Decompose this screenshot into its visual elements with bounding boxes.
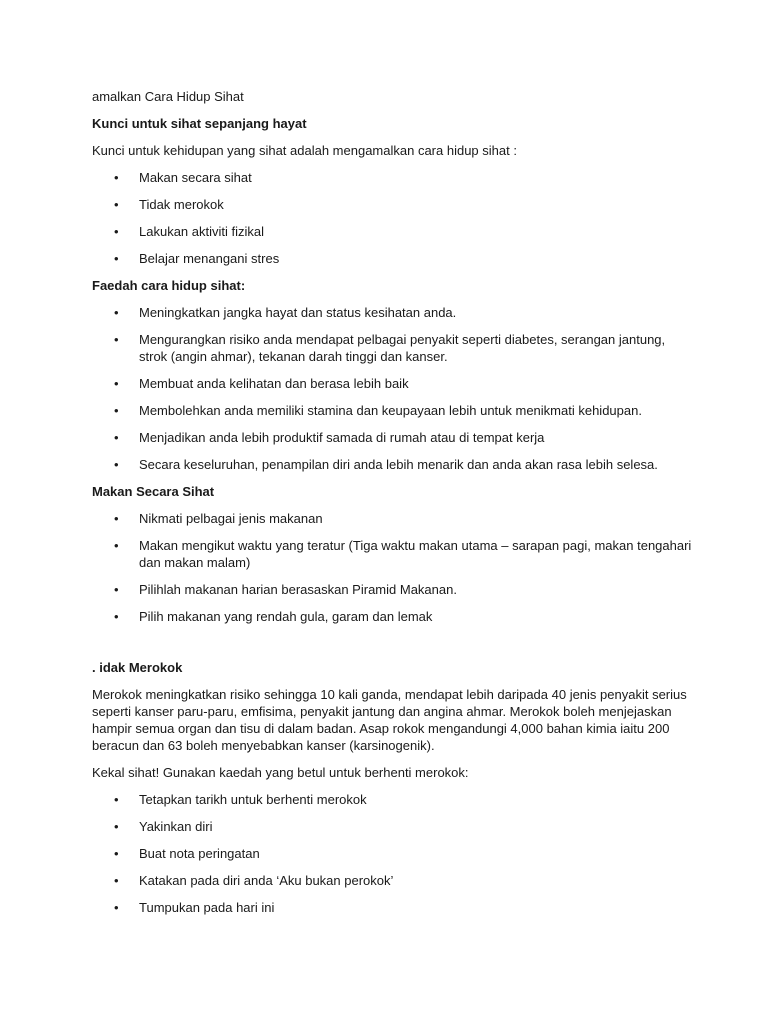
list-item <box>92 375 692 392</box>
list-item <box>92 223 692 240</box>
bullet-icon: • <box>114 403 119 418</box>
list-eat-healthy <box>92 510 692 625</box>
list-item <box>92 845 692 862</box>
bullet-icon: • <box>114 332 119 347</box>
bullet-icon: • <box>114 170 119 185</box>
list-item-text: Meningkatkan jangka hayat dan status kesihatan anda. <box>139 305 457 320</box>
list-item-text: Tumpukan pada hari ini <box>139 900 275 915</box>
bullet-icon: • <box>114 873 119 888</box>
bullet-icon: • <box>114 376 119 391</box>
list-item-text: Buat nota peringatan <box>139 846 260 861</box>
list-item-text: Pilih makanan yang rendah gula, garam dan lemak <box>139 609 433 624</box>
list-item <box>92 331 692 365</box>
bullet-icon: • <box>114 900 119 915</box>
bullet-icon: • <box>114 609 119 624</box>
bullet-icon: • <box>114 224 119 239</box>
bullet-icon: • <box>114 430 119 445</box>
bullet-icon: • <box>114 457 119 472</box>
list-item <box>92 429 692 446</box>
list-item <box>92 581 692 598</box>
heading-no-smoking: . idak Merokok <box>92 660 183 675</box>
paragraph-key-to-health: Kunci untuk kehidupan yang sihat adalah mengamalkan cara hidup sihat : <box>92 143 517 158</box>
list-item <box>92 250 692 267</box>
bullet-icon: • <box>114 511 119 526</box>
list-item-text: Pilihlah makanan harian berasaskan Piramid Makanan. <box>139 582 457 597</box>
list-item <box>92 402 692 419</box>
doc-intro-title: amalkan Cara Hidup Sihat <box>92 89 244 104</box>
list-item <box>92 537 692 571</box>
bullet-icon: • <box>114 197 119 212</box>
list-item <box>92 196 692 213</box>
list-item-text: Makan secara sihat <box>139 170 252 185</box>
list-item-text: Tetapkan tarikh untuk berhenti merokok <box>139 792 367 807</box>
list-item <box>92 899 692 916</box>
paragraph-smoking-risks: Merokok meningkatkan risiko sehingga 10 kali ganda, mendapat lebih daripada 40 jenis penyakit serius seperti kanser paru-paru, emfisima, penyakit jantung dan angina ahmar. Merokok boleh menjejaskan hampir semua organ dan tisu di dalam badan. Asap rokok mengandungi 4,000 bahan kimia iaitu 200 beracun dan 63 boleh menyebabkan kanser (karsinogenik). <box>92 687 687 753</box>
list-item-text: Menjadikan anda lebih produktif samada di rumah atau di tempat kerja <box>139 430 545 445</box>
list-item-text: Tidak merokok <box>139 197 224 212</box>
list-item-text: Lakukan aktiviti fizikal <box>139 224 264 239</box>
bullet-icon: • <box>114 582 119 597</box>
list-item <box>92 791 692 808</box>
list-item-text: Nikmati pelbagai jenis makanan <box>139 511 323 526</box>
heading-eat-healthy: Makan Secara Sihat <box>92 484 215 499</box>
document-page <box>92 88 692 926</box>
list-item-text: Secara keseluruhan, penampilan diri anda lebih menarik dan anda akan rasa lebih selesa. <box>139 457 658 472</box>
list-item-text: Membuat anda kelihatan dan berasa lebih baik <box>139 376 409 391</box>
list-item <box>92 510 692 527</box>
section-spacer <box>92 635 692 659</box>
list-item-text: Membolehkan anda memiliki stamina dan keupayaan lebih untuk menikmati kehidupan. <box>139 403 642 418</box>
list-benefits <box>92 304 692 473</box>
list-item-text: Yakinkan diri <box>139 819 213 834</box>
heading-benefits: Faedah cara hidup sihat: <box>92 278 246 293</box>
bullet-icon: • <box>114 819 119 834</box>
list-item <box>92 872 692 889</box>
list-key-items <box>92 169 692 267</box>
list-item <box>92 818 692 835</box>
list-item-text: Katakan pada diri anda ‘Aku bukan perokok’ <box>139 873 394 888</box>
list-item <box>92 304 692 321</box>
list-item <box>92 456 692 473</box>
bullet-icon: • <box>114 305 119 320</box>
list-item <box>92 169 692 186</box>
list-item-text: Belajar menangani stres <box>139 251 280 266</box>
list-item-text: Mengurangkan risiko anda mendapat pelbagai penyakit seperti diabetes, serangan jantung, strok (angin ahmar), tekanan darah tinggi dan kanser. <box>139 332 666 364</box>
list-quit-steps <box>92 791 692 916</box>
bullet-icon: • <box>114 792 119 807</box>
list-item-text: Makan mengikut waktu yang teratur (Tiga waktu makan utama – sarapan pagi, makan tengahari dan makan malam) <box>139 538 692 570</box>
heading-key-to-health: Kunci untuk sihat sepanjang hayat <box>92 116 307 131</box>
bullet-icon: • <box>114 251 119 266</box>
bullet-icon: • <box>114 538 119 553</box>
paragraph-quit-methods: Kekal sihat! Gunakan kaedah yang betul untuk berhenti merokok: <box>92 765 469 780</box>
bullet-icon: • <box>114 846 119 861</box>
list-item <box>92 608 692 625</box>
